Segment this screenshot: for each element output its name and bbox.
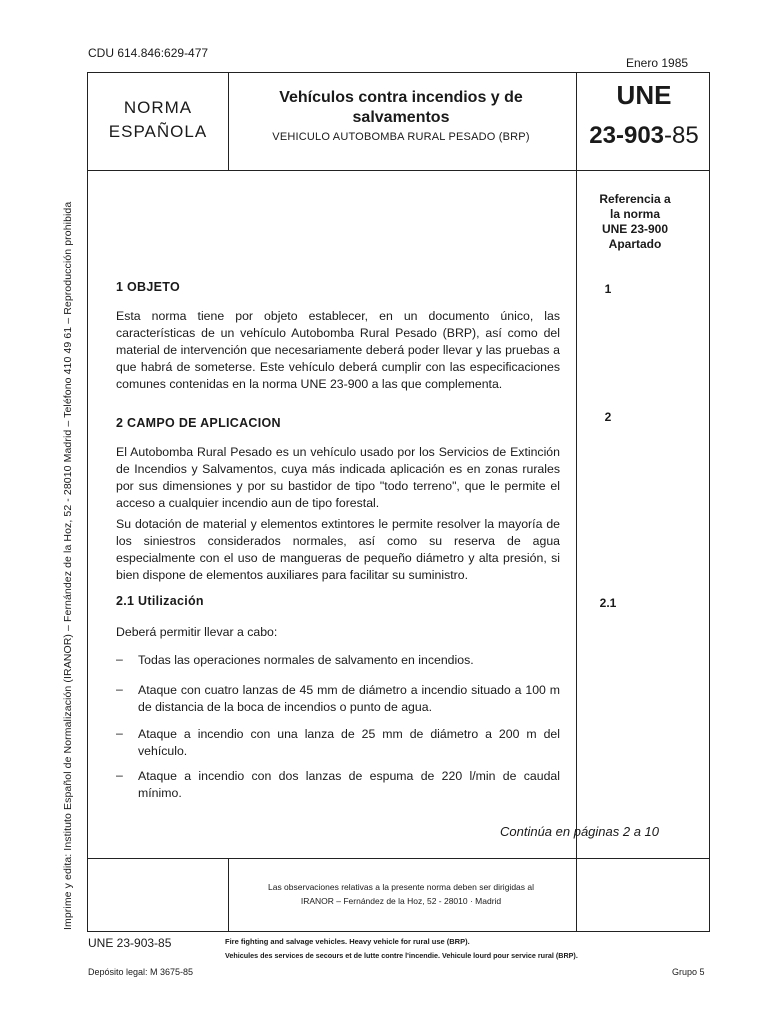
paragraph-objeto: Esta norma tiene por objeto establecer, en un documento único, las características de un vehículo Autobomba Rural Pesado (BRP), así como del material de intervención que necesariamente deberá poder llevar y las pruebas a que habrá de someterse. Este vehículo deberá cumplir con las especificaciones comunes contenidas en la norma UNE 23-900 a las que complementa.	[116, 309, 560, 391]
reference-line3: UNE 23-900	[601, 222, 669, 236]
observaciones-line1: Las observaciones relativas a la presente norma deben ser dirigidas al	[267, 882, 534, 892]
reference-line1: Referencia a	[599, 192, 671, 206]
deposito-legal: Depósito legal: M 3675-85	[88, 967, 194, 977]
title-line1: Vehículos contra incendios y de	[279, 89, 523, 106]
obs-divider-right	[576, 858, 577, 932]
une-label: UNE	[616, 80, 672, 110]
obs-divider-left	[228, 858, 229, 932]
reference-column-divider	[576, 170, 577, 858]
bullet-dash: –	[116, 768, 123, 782]
reference-sec-2-1: 2.1	[599, 596, 617, 610]
cdu-code: CDU 614.846:629-477	[88, 46, 209, 60]
reference-line2: la norma	[609, 207, 660, 221]
reference-header	[580, 192, 690, 252]
norma-line2: ESPAÑOLA	[108, 122, 208, 141]
footer-english-title: Fire fighting and salvage vehicles. Heavy vehicle for rural use (BRP).	[225, 937, 470, 946]
heading-objeto: 1 OBJETO	[116, 280, 180, 294]
une-number-year: -85	[664, 122, 699, 149]
heading-utilizacion: 2.1 Utilización	[116, 594, 204, 608]
bullet-item: Todas las operaciones normales de salvamento en incendios.	[138, 653, 474, 667]
bullet-item: Ataque a incendio con una lanza de 25 mm de diámetro a 200 m del vehículo.	[138, 727, 560, 758]
document-subtitle: VEHICULO AUTOBOMBA RURAL PESADO (BRP)	[272, 131, 530, 143]
side-publisher-text: Imprime y edita: Instituto Español de Normalización (IRANOR) – Fernández de la Hoz, 52 - 28010 Madrid – Teléfono 410 49 61 – Reproducción prohibida	[62, 201, 74, 930]
bullet-item: Ataque con cuatro lanzas de 45 mm de diámetro a incendio situado a 100 m de distancia de la boca de incendios o punto de agua.	[138, 683, 560, 714]
paragraph-campo-2: Su dotación de material y elementos extintores le permite resolver la mayoría de los siniestros considerados normales, así como su reserva de agua especialmente con el uso de mangueras de pequeño diámetro y alta presión, si bien dispone de elementos auxiliares para facilitar su suministro.	[116, 517, 560, 582]
footer-french-title: Vehicules des services de secours et de lutte contre l'incendie. Vehicule lourd pour service rural (BRP).	[225, 951, 578, 960]
observaciones-line2: IRANOR – Fernández de la Hoz, 52 - 28010 · Madrid	[300, 896, 502, 906]
paragraph-utilizacion-intro: Deberá permitir llevar a cabo:	[116, 625, 278, 639]
norma-line1: NORMA	[123, 98, 193, 117]
header-col-divider-right	[576, 72, 577, 170]
bullet-item: Ataque a incendio con dos lanzas de espuma de 220 l/min de caudal mínimo.	[138, 769, 560, 800]
une-number-main: 23-903	[589, 122, 665, 149]
bullet-dash: –	[116, 726, 123, 740]
heading-campo: 2 CAMPO DE APLICACION	[116, 416, 281, 430]
publication-date: Enero 1985	[626, 56, 689, 70]
title-line2: salvamentos	[352, 109, 450, 126]
reference-sec-2: 2	[604, 410, 612, 424]
footer-divider	[87, 858, 710, 859]
reference-line4: Apartado	[608, 237, 662, 251]
header-col-divider-left	[228, 72, 229, 170]
reference-sec-1: 1	[604, 282, 612, 296]
header-divider	[87, 170, 710, 171]
norma-espanola	[88, 96, 228, 144]
bullet-dash: –	[116, 652, 123, 666]
une-number	[578, 122, 710, 150]
paragraph-campo-1: El Autobomba Rural Pesado es un vehículo usado por los Servicios de Extinción de Incendios y Salvamentos, cuya más indicada aplicación es en zonas rurales por sus dimensiones y por su bastidor de tipo "todo terreno", que le permite el acceso a cualquier incendio aun de tipo forestal.	[116, 445, 560, 510]
footer-norm-code: UNE 23-903-85	[88, 936, 172, 950]
continua-note: Continúa en páginas 2 a 10	[500, 824, 660, 839]
document-title	[231, 88, 571, 128]
observaciones-note	[231, 880, 571, 908]
bullet-dash: –	[116, 682, 123, 696]
grupo-label: Grupo 5	[672, 967, 705, 977]
